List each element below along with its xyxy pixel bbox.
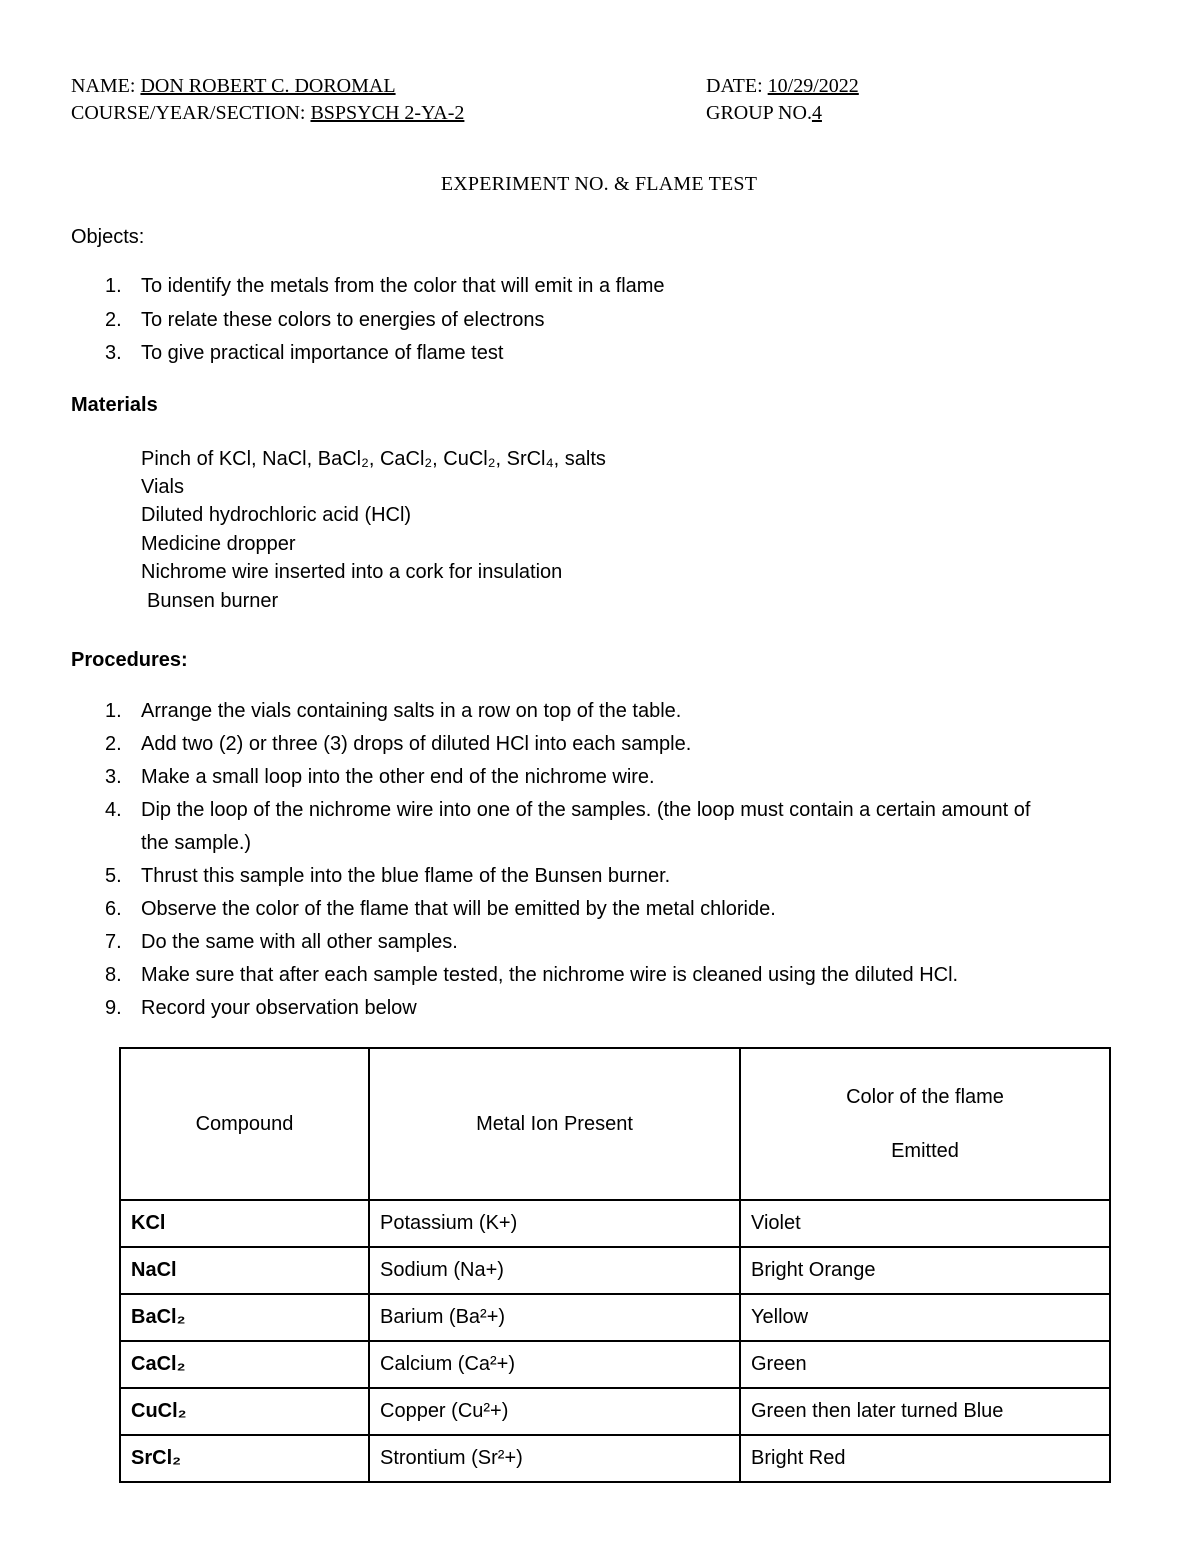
- header-metal-ion: Metal Ion Present: [369, 1048, 740, 1200]
- header-flame-color: Color of the flame Emitted: [740, 1048, 1110, 1200]
- flame-color-cell: Green then later turned Blue: [740, 1388, 1110, 1435]
- list-item: Vials: [141, 476, 184, 498]
- metal-ion-cell: Calcium (Ca²+): [369, 1341, 740, 1388]
- list-item: Diluted hydrochloric acid (HCl): [141, 504, 412, 526]
- metal-ion-cell: Barium (Ba²+): [369, 1294, 740, 1341]
- table-row: [120, 1200, 1110, 1247]
- compound-cell: BaCl₂: [120, 1294, 369, 1341]
- name-label: NAME:: [71, 75, 136, 97]
- metal-ion-cell: Sodium (Na+): [369, 1247, 740, 1294]
- objects-heading: Objects:: [71, 226, 145, 248]
- flame-color-cell: Bright Orange: [740, 1247, 1110, 1294]
- compound-cell: KCl: [120, 1200, 369, 1247]
- list-item: Bunsen burner: [147, 590, 279, 612]
- observation-table: [119, 1047, 1111, 1483]
- table-row: [120, 1341, 1110, 1388]
- compound-cell: CuCl₂: [120, 1388, 369, 1435]
- list-item: Nichrome wire inserted into a cork for insulation: [141, 561, 563, 583]
- flame-color-cell: Bright Red: [740, 1435, 1110, 1482]
- table-row: [120, 1294, 1110, 1341]
- name-line: [71, 74, 688, 98]
- header-compound: Compound: [120, 1048, 369, 1200]
- table-header-row: [120, 1048, 1110, 1200]
- group-label: GROUP NO.: [706, 102, 812, 124]
- course-label: COURSE/YEAR/SECTION:: [71, 102, 306, 124]
- procedures-heading: Procedures:: [71, 649, 188, 671]
- compound-cell: SrCl₂: [120, 1435, 369, 1482]
- metal-ion-cell: Potassium (K+): [369, 1200, 740, 1247]
- list-item: Medicine dropper: [141, 533, 296, 555]
- compound-cell: CaCl₂: [120, 1341, 369, 1388]
- course-value: BSPSYCH 2-YA-2: [310, 102, 465, 124]
- course-line: [71, 101, 510, 125]
- flame-color-cell: Green: [740, 1341, 1110, 1388]
- flame-color-cell: Yellow: [740, 1294, 1110, 1341]
- table-row: [120, 1247, 1110, 1294]
- table-row: [120, 1388, 1110, 1435]
- name-value: DON ROBERT C. DOROMAL: [140, 75, 396, 97]
- date-value: 10/29/2022: [767, 75, 859, 97]
- metal-ion-cell: Copper (Cu²+): [369, 1388, 740, 1435]
- date-label: DATE:: [706, 75, 763, 97]
- group-value: 4: [811, 102, 822, 124]
- group-line: [706, 101, 822, 125]
- flame-color-cell: Violet: [740, 1200, 1110, 1247]
- materials-heading: Materials: [71, 394, 158, 416]
- table-row: [120, 1435, 1110, 1482]
- page-title: EXPERIMENT NO. & FLAME TEST: [440, 173, 758, 195]
- date-line: [706, 74, 859, 98]
- metal-ion-cell: Strontium (Sr²+): [369, 1435, 740, 1482]
- list-item: Pinch of KCl, NaCl, BaCl₂, CaCl₂, CuCl₂, SrCl₄, salts: [141, 448, 606, 470]
- compound-cell: NaCl: [120, 1247, 369, 1294]
